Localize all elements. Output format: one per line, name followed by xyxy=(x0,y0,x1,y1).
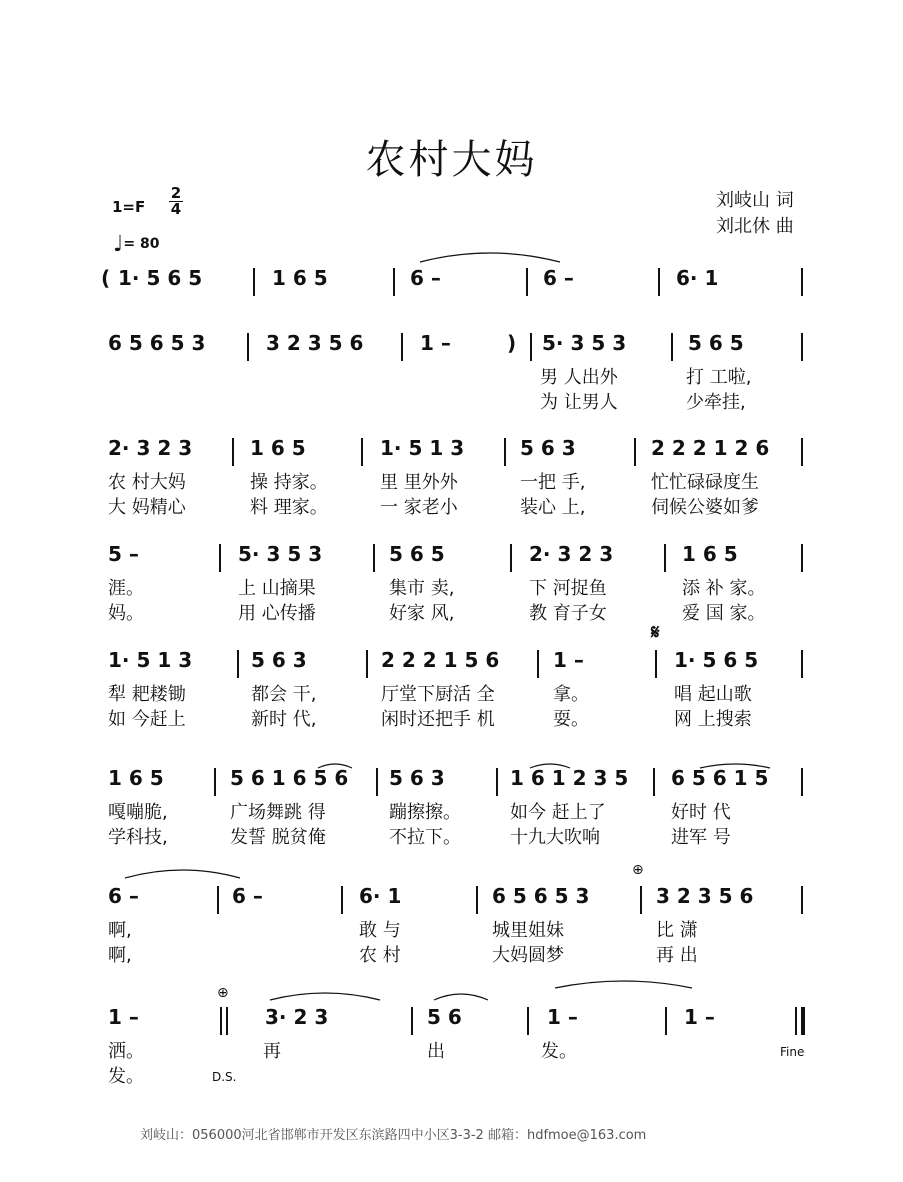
lyric-verse-1: 下 河捉鱼 xyxy=(529,578,607,599)
repeat-close-paren: ) xyxy=(507,331,517,355)
lyric-verse-1: 好时 代 xyxy=(671,802,731,823)
barline xyxy=(655,650,657,678)
lyric-verse-1: 打 工啦, xyxy=(686,367,752,388)
barline xyxy=(510,544,512,572)
notation-measure: 6 – xyxy=(108,884,139,908)
lyric-verse-1: 再 xyxy=(263,1041,281,1062)
lyric-verse-2: 妈。 xyxy=(108,603,144,624)
barline xyxy=(658,268,660,296)
lyric-verse-1: 一把 手, xyxy=(520,472,586,493)
tie-slur xyxy=(555,981,692,988)
notation-measure: 5 6 3 xyxy=(251,648,307,672)
final-barline-thin xyxy=(795,1007,797,1035)
notation-measure: 5 6 3 xyxy=(520,436,576,460)
lyric-verse-2: 不拉下。 xyxy=(389,827,461,848)
lyric-verse-1: 发。 xyxy=(541,1041,577,1062)
lyric-verse-2: 装心 上, xyxy=(520,497,586,518)
lyric-verse-1: 涯。 xyxy=(108,578,144,599)
lyric-verse-1: 里 里外外 xyxy=(380,472,458,493)
lyric-verse-2: 再 出 xyxy=(656,945,698,966)
barline xyxy=(801,886,803,914)
barline xyxy=(801,333,803,361)
barline xyxy=(341,886,343,914)
notation-measure: 1· 5 6 5 xyxy=(118,266,203,290)
lyric-verse-2: 进军 号 xyxy=(671,827,731,848)
notation-measure: 3 2 3 5 6 xyxy=(656,884,754,908)
notation-measure: 5· 3 5 3 xyxy=(542,331,627,355)
lyric-verse-1: 洒。 xyxy=(108,1041,144,1062)
notation-measure: 1· 5 1 3 xyxy=(108,648,193,672)
barline xyxy=(530,333,532,361)
lyric-verse-2: 好家 风, xyxy=(389,603,455,624)
barline xyxy=(634,438,636,466)
notation-measure: 6 – xyxy=(232,884,263,908)
lyric-verse-2: 啊, xyxy=(108,945,132,966)
coda-icon: ⊕ xyxy=(632,862,644,878)
lyric-verse-2: 一 家老小 xyxy=(380,497,458,518)
lyric-verse-1: 都会 干, xyxy=(251,684,317,705)
lyric-verse-1: 敢 与 xyxy=(359,920,401,941)
lyric-verse-2: 网 上搜索 xyxy=(674,709,752,730)
tie-slur xyxy=(420,253,560,262)
notation-measure: 5 6 3 xyxy=(389,766,445,790)
lyric-verse-1: 广场舞跳 得 xyxy=(230,802,326,823)
lyric-verse-1: 农 村大妈 xyxy=(108,472,186,493)
footer-address: 刘岐山：056000河北省邯郸市开发区东滨路四中小区3-3-2 邮箱：hdfmoe@163.com xyxy=(140,1128,647,1143)
barline xyxy=(801,768,803,796)
final-barline xyxy=(801,1007,805,1035)
lyric-verse-2: 发。 xyxy=(108,1066,144,1087)
barline xyxy=(653,768,655,796)
tie-slur xyxy=(125,870,240,878)
lyric-verse-2: 大 妈精心 xyxy=(108,497,186,518)
barline xyxy=(401,333,403,361)
lyric-verse-1: 比 潇 xyxy=(656,920,698,941)
segno-icon: 𝄋 xyxy=(651,620,660,644)
lyric-verse-1: 蹦擦擦。 xyxy=(389,802,461,823)
barline xyxy=(801,268,803,296)
notation-measure: 6 – xyxy=(410,266,441,290)
song-title: 农村大妈 xyxy=(365,137,538,183)
notation-measure: 5 6 xyxy=(427,1005,462,1029)
barline xyxy=(665,1007,667,1035)
barline xyxy=(640,886,642,914)
lyric-verse-1: 拿。 xyxy=(553,684,589,705)
notation-measure: 1 – xyxy=(553,648,584,672)
lyric-verse-1: 厅堂下厨活 全 xyxy=(381,684,495,705)
notation-measure: 1 6 5 xyxy=(250,436,306,460)
time-signature xyxy=(168,186,184,217)
barline xyxy=(376,768,378,796)
lyric-verse-1: 添 补 家。 xyxy=(682,578,766,599)
notation-measure: 6 5 6 1 5 xyxy=(671,766,769,790)
notation-measure: 2· 3 2 3 xyxy=(108,436,193,460)
notation-measure: 5· 3 5 3 xyxy=(238,542,323,566)
barline xyxy=(801,438,803,466)
key-signature: 1=F xyxy=(112,198,146,216)
tempo-value: = 80 xyxy=(123,236,160,252)
lyric-verse-1: 出 xyxy=(427,1041,445,1062)
barline xyxy=(527,1007,529,1035)
notation-measure: 6· 1 xyxy=(676,266,719,290)
barline xyxy=(671,333,673,361)
barline xyxy=(526,268,528,296)
lyric-verse-2: 伺候公婆如爹 xyxy=(651,497,759,518)
barline xyxy=(496,768,498,796)
barline xyxy=(214,768,216,796)
barline xyxy=(247,333,249,361)
composer-credit: 刘北休 曲 xyxy=(716,216,794,237)
lyric-verse-2: 料 理家。 xyxy=(250,497,328,518)
lyric-verse-1: 啊, xyxy=(108,920,132,941)
barline xyxy=(373,544,375,572)
notation-measure: 5 6 5 xyxy=(688,331,744,355)
tie-slur xyxy=(434,994,488,1000)
lyric-verse-2: 爱 国 家。 xyxy=(682,603,766,624)
lyric-verse-2: 如 今赶上 xyxy=(108,709,186,730)
barline xyxy=(504,438,506,466)
quarter-note-icon: ♩ xyxy=(113,232,124,257)
time-signature-bottom: 4 xyxy=(170,200,182,218)
coda-icon-2: ⊕ xyxy=(217,985,229,1001)
lyric-verse-2: 为 让男人 xyxy=(540,392,618,413)
lyric-verse-2: 农 村 xyxy=(359,945,401,966)
lyric-verse-2: 用 心传播 xyxy=(238,603,316,624)
barline xyxy=(232,438,234,466)
barline xyxy=(664,544,666,572)
lyricist-credit: 刘岐山 词 xyxy=(716,190,794,211)
coda-barline-2 xyxy=(226,1007,228,1035)
notation-measure: 1· 5 1 3 xyxy=(380,436,465,460)
ds-marking: D.S. xyxy=(212,1070,237,1084)
fine-marking: Fine xyxy=(780,1045,805,1059)
lyric-verse-1: 城里姐妹 xyxy=(492,920,564,941)
notation-measure: 1 6 5 xyxy=(108,766,164,790)
notation-measure: 1 – xyxy=(684,1005,715,1029)
lyric-verse-1: 男 人出外 xyxy=(540,367,618,388)
lyric-verse-2: 新时 代, xyxy=(251,709,317,730)
notation-measure: 2 2 2 1 2 6 xyxy=(651,436,770,460)
notation-measure: 3· 2 3 xyxy=(265,1005,329,1029)
notation-measure: 6 – xyxy=(543,266,574,290)
notation-measure: 1· 5 6 5 xyxy=(674,648,759,672)
lyric-verse-1: 集市 卖, xyxy=(389,578,455,599)
tie-slur xyxy=(270,993,380,1000)
notation-measure: 2 2 2 1 5 6 xyxy=(381,648,500,672)
repeat-open-paren: ( xyxy=(101,266,111,290)
lyric-verse-1: 忙忙碌碌度生 xyxy=(651,472,759,493)
barline xyxy=(361,438,363,466)
notation-measure: 6· 1 xyxy=(359,884,402,908)
lyric-verse-1: 嘎嘣脆, xyxy=(108,802,168,823)
notation-measure: 1 6 5 xyxy=(272,266,328,290)
lyric-verse-2: 耍。 xyxy=(553,709,589,730)
lyric-verse-2: 学科技, xyxy=(108,827,168,848)
barline xyxy=(801,650,803,678)
lyric-verse-1: 上 山摘果 xyxy=(238,578,316,599)
barline xyxy=(253,268,255,296)
notation-measure: 5 6 5 xyxy=(389,542,445,566)
barline xyxy=(393,268,395,296)
notation-measure: 1 6 5 xyxy=(682,542,738,566)
barline xyxy=(476,886,478,914)
lyric-verse-1: 如今 赶上了 xyxy=(510,802,606,823)
lyric-verse-2: 少牵挂, xyxy=(686,392,746,413)
barline xyxy=(219,544,221,572)
barline xyxy=(537,650,539,678)
lyric-verse-2: 闲时还把手 机 xyxy=(381,709,495,730)
lyric-verse-2: 大妈圆梦 xyxy=(492,945,564,966)
barline xyxy=(237,650,239,678)
notation-measure: 6 5 6 5 3 xyxy=(492,884,590,908)
lyric-verse-1: 犁 耙耧锄 xyxy=(108,684,186,705)
lyric-verse-2: 教 育子女 xyxy=(529,603,607,624)
notation-measure: 5 6 1 6 5 6 xyxy=(230,766,349,790)
tempo-marking xyxy=(113,229,160,257)
notation-measure: 5 – xyxy=(108,542,139,566)
barline xyxy=(801,544,803,572)
notation-measure: 3 2 3 5 6 xyxy=(266,331,364,355)
barline xyxy=(366,650,368,678)
time-signature-top: 2 xyxy=(170,184,182,202)
notation-measure: 1 6 1 2 3 5 xyxy=(510,766,629,790)
lyric-verse-1: 唱 起山歌 xyxy=(674,684,752,705)
notation-measure: 1 – xyxy=(420,331,451,355)
lyric-verse-2: 十九大吹响 xyxy=(510,827,600,848)
barline xyxy=(217,886,219,914)
notation-measure: 6 5 6 5 3 xyxy=(108,331,206,355)
notation-measure: 2· 3 2 3 xyxy=(529,542,614,566)
lyric-verse-1: 操 持家。 xyxy=(250,472,328,493)
barline xyxy=(411,1007,413,1035)
lyric-verse-2: 发誓 脱贫俺 xyxy=(230,827,326,848)
notation-measure: 1 – xyxy=(108,1005,139,1029)
coda-barline xyxy=(220,1007,222,1035)
notation-measure: 1 – xyxy=(547,1005,578,1029)
